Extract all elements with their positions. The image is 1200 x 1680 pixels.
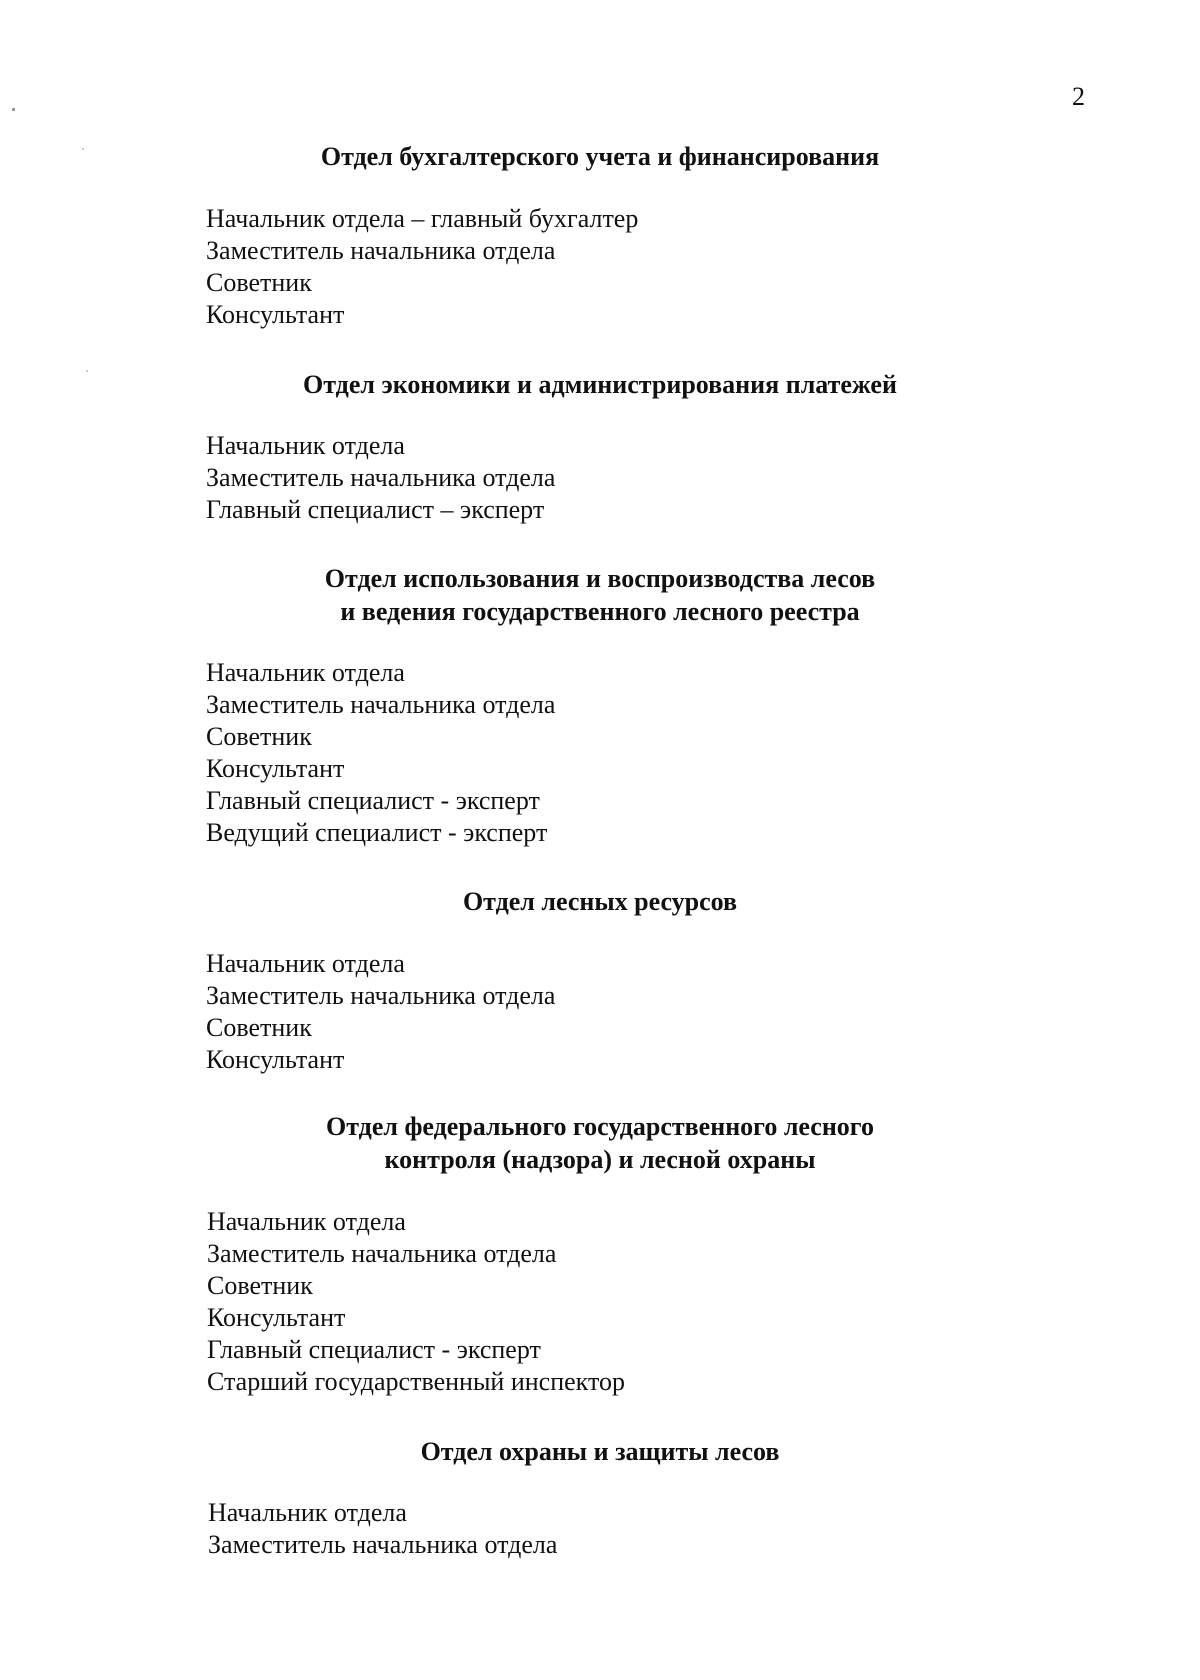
position-item: Советник [207, 1271, 313, 1300]
position-item: Заместитель начальника отдела [206, 690, 556, 719]
department-title-line: Отдел федерального государственного лесного [326, 1112, 874, 1141]
position-item: Главный специалист - эксперт [207, 1335, 541, 1364]
department-title [0, 1435, 1200, 1468]
position-item: Ведущий специалист - эксперт [206, 818, 548, 847]
position-item: Консультант [206, 1045, 345, 1074]
position-list [206, 657, 555, 849]
department-title-line: Отдел бухгалтерского учета и финансирования [320, 142, 880, 171]
department-title-line: Отдел лесных ресурсов [462, 887, 738, 916]
position-item: Начальник отдела [207, 1207, 406, 1236]
position-item: Советник [206, 268, 312, 297]
position-item: Консультант [206, 300, 345, 329]
position-list [206, 430, 555, 526]
position-list [206, 948, 555, 1076]
position-list [206, 203, 638, 331]
department-title-line: Отдел экономики и администрирования платежей [303, 370, 897, 399]
position-item: Консультант [207, 1303, 346, 1332]
position-item: Заместитель начальника отдела [207, 1239, 557, 1268]
department-title-line: и ведения государственного лесного реестра [340, 597, 860, 626]
department-title [0, 368, 1200, 401]
department-title [0, 562, 1200, 628]
department-title-line: Отдел охраны и защиты лесов [420, 1437, 780, 1466]
position-item: Начальник отдела [208, 1498, 407, 1527]
position-item: Заместитель начальника отдела [206, 981, 556, 1010]
position-item: Заместитель начальника отдела [208, 1530, 558, 1559]
position-item: Начальник отдела [206, 658, 405, 687]
position-item: Начальник отдела [206, 949, 405, 978]
position-list [207, 1206, 625, 1398]
position-item: Советник [206, 722, 312, 751]
position-item: Начальник отдела [206, 431, 405, 460]
department-title-line: контроля (надзора) и лесной охраны [384, 1145, 816, 1174]
position-item: Советник [206, 1013, 312, 1042]
position-item: Начальник отдела – главный бухгалтер [206, 204, 639, 233]
department-title [0, 885, 1200, 918]
position-item: Главный специалист – эксперт [206, 495, 545, 524]
department-title [0, 140, 1200, 173]
department-title [0, 1110, 1200, 1176]
position-item: Старший государственный инспектор [207, 1367, 625, 1396]
position-list [208, 1497, 557, 1561]
position-item: Заместитель начальника отдела [206, 463, 556, 492]
position-item: Главный специалист - эксперт [206, 786, 540, 815]
page-number: 2 [1072, 82, 1085, 111]
position-item: Консультант [206, 754, 345, 783]
position-item: Заместитель начальника отдела [206, 236, 556, 265]
department-title-line: Отдел использования и воспроизводства лесов [324, 564, 876, 593]
scan-speck [12, 108, 15, 111]
